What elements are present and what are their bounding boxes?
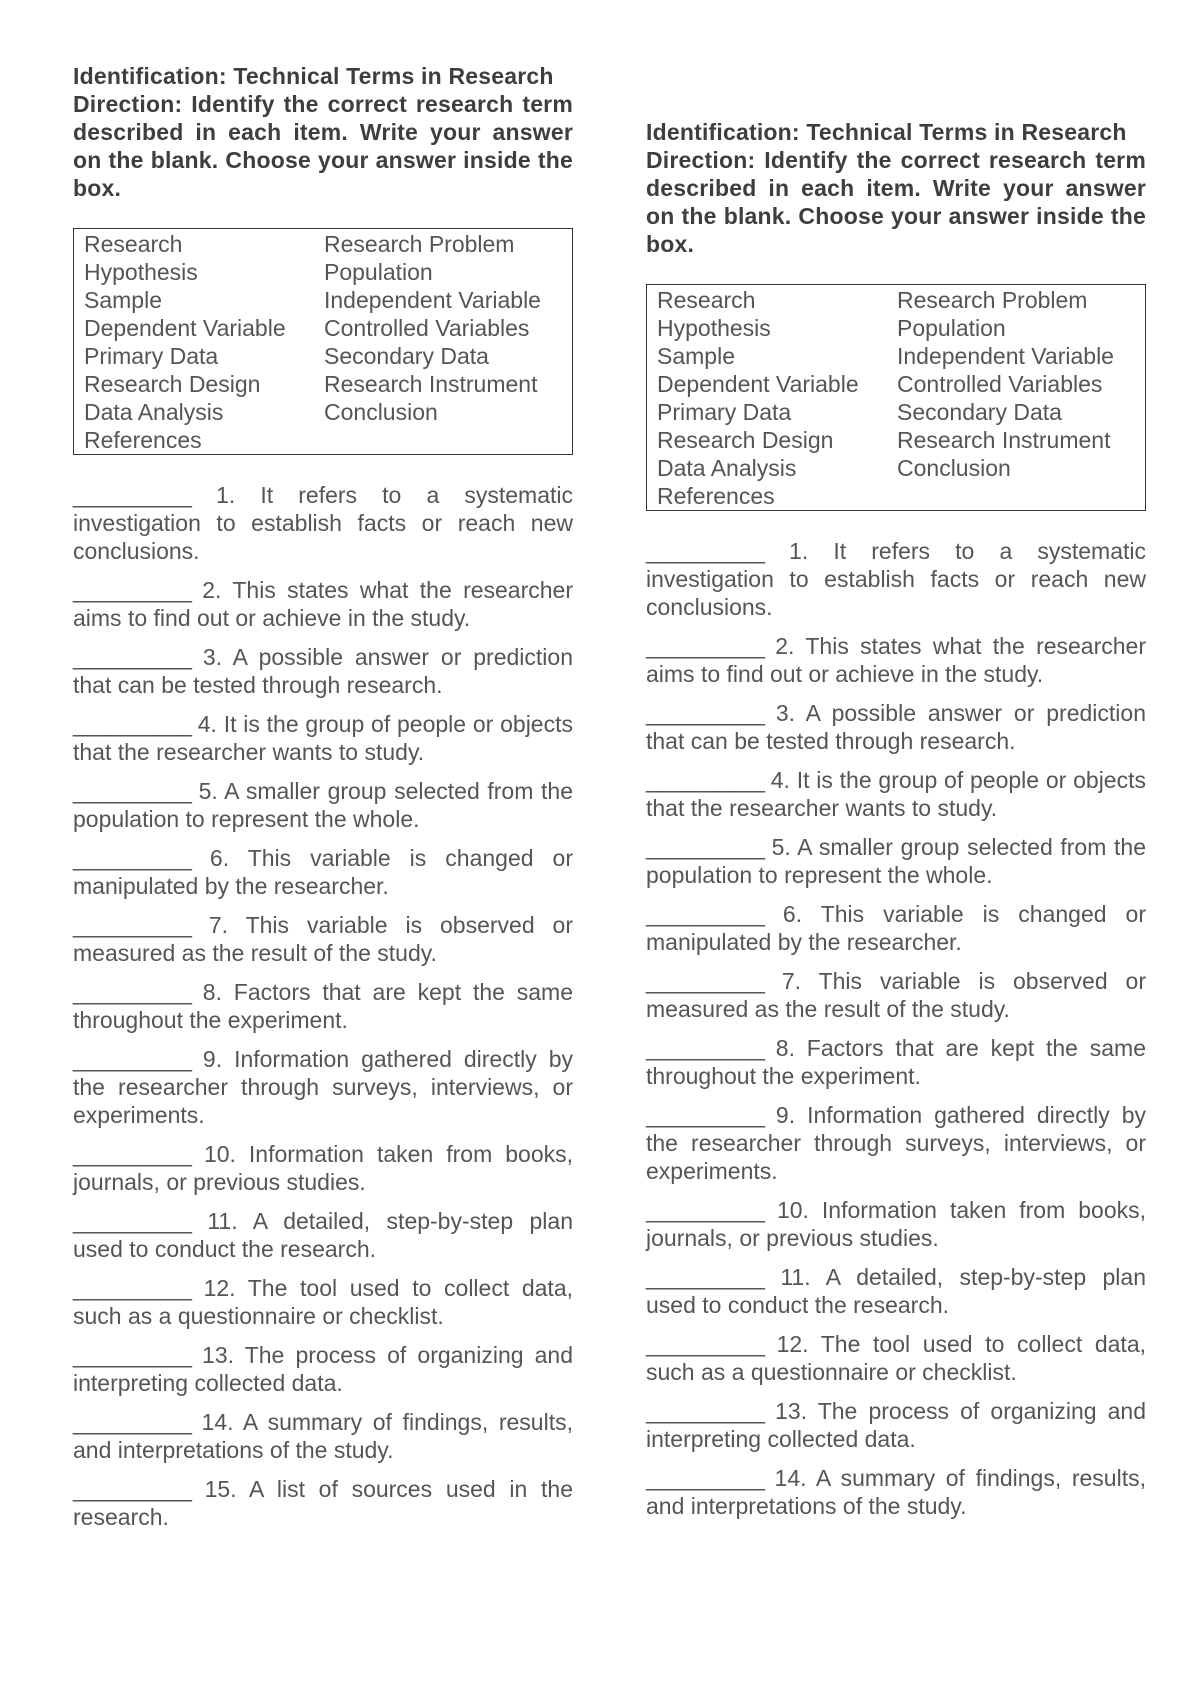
question-item [73, 1207, 573, 1263]
choice-term: Secondary Data [897, 399, 1062, 425]
question-text: 5. A smaller group selected from the population to represent the whole. [646, 834, 1147, 888]
answer-blank[interactable]: __________ [646, 901, 764, 927]
answer-blank[interactable]: __________ [73, 912, 191, 938]
question-item [646, 1464, 1146, 1520]
answer-blank[interactable]: __________ [646, 1197, 764, 1223]
answer-blank[interactable]: __________ [646, 1465, 764, 1491]
question-item [73, 777, 573, 833]
question-text: 14. A summary of findings, results, and interpretations of the study. [646, 1465, 1146, 1519]
choice-term: Research Instrument [897, 427, 1111, 453]
question-text: 1. It refers to a systematic investigation to establish facts or reach new conclusions. [646, 538, 1147, 620]
worksheet-title: Identification: Technical Terms in Research [646, 119, 1127, 145]
question-item [73, 1045, 573, 1129]
answer-blank[interactable]: __________ [73, 1275, 191, 1301]
question-text: 2. This states what the researcher aims to find out or achieve in the study. [646, 633, 1147, 687]
answer-blank[interactable]: __________ [646, 1331, 764, 1357]
item-list [73, 481, 573, 1531]
answer-blank[interactable]: __________ [73, 644, 191, 670]
answer-choices-box [646, 284, 1146, 511]
question-text: 11. A detailed, step-by-step plan used to conduct the research. [73, 1208, 573, 1262]
item-list [646, 537, 1146, 1520]
choice-term: Research [84, 231, 183, 257]
answer-blank[interactable]: __________ [646, 767, 764, 793]
worksheet-direction: Direction: Identify the correct research term described in each item. Write your answer on the blank. Choose your answer inside the box. [73, 91, 573, 201]
question-item [73, 844, 573, 900]
answer-blank[interactable]: __________ [73, 845, 191, 871]
question-item [646, 699, 1146, 755]
question-item [646, 1263, 1146, 1319]
question-text: 12. The tool used to collect data, such as a questionnaire or checklist. [73, 1275, 573, 1329]
question-text: 14. A summary of findings, results, and interpretations of the study. [73, 1409, 573, 1463]
choice-term: Independent Variable [324, 287, 541, 313]
question-item [73, 576, 573, 632]
choice-term: Sample [657, 343, 735, 369]
worksheet-direction: Direction: Identify the correct research term described in each item. Write your answer on the blank. Choose your answer inside the box. [646, 147, 1146, 257]
choice-term: Research [657, 287, 756, 313]
choice-term: Population [324, 259, 433, 285]
question-text: 3. A possible answer or prediction that can be tested through research. [73, 644, 573, 698]
question-item [646, 1330, 1146, 1386]
worksheet-title: Identification: Technical Terms in Research [73, 63, 554, 89]
question-text: 7. This variable is observed or measured as the result of the study. [646, 968, 1147, 1022]
choice-term: Primary Data [84, 343, 219, 369]
question-item [73, 1274, 573, 1330]
question-item [646, 537, 1146, 621]
question-text: 15. A list of sources used in the research. [73, 1476, 573, 1530]
question-item [73, 1140, 573, 1196]
answer-blank[interactable]: __________ [646, 1398, 764, 1424]
choice-term: Dependent Variable [657, 371, 859, 397]
question-item [646, 967, 1146, 1023]
question-item [73, 911, 573, 967]
answer-blank[interactable]: __________ [73, 1342, 191, 1368]
answer-blank[interactable]: __________ [73, 1476, 191, 1502]
answer-blank[interactable]: __________ [73, 577, 191, 603]
question-item [73, 978, 573, 1034]
choice-term: Sample [84, 287, 162, 313]
question-item [73, 1341, 573, 1397]
question-text: 10. Information taken from books, journals, or previous studies. [646, 1197, 1147, 1251]
question-text: 12. The tool used to collect data, such as a questionnaire or checklist. [646, 1331, 1146, 1385]
question-text: 11. A detailed, step-by-step plan used to conduct the research. [646, 1264, 1146, 1318]
question-text: 6. This variable is changed or manipulated by the researcher. [73, 845, 573, 899]
choice-term: Independent Variable [897, 343, 1114, 369]
answer-blank[interactable]: __________ [73, 778, 191, 804]
answer-blank[interactable]: __________ [646, 633, 764, 659]
question-text: 4. It is the group of people or objects that the researcher wants to study. [73, 711, 573, 765]
answer-blank[interactable]: __________ [646, 1264, 764, 1290]
choice-term: Research Problem [897, 287, 1088, 313]
choice-term: Research Design [84, 371, 261, 397]
question-item [73, 710, 573, 766]
question-text: 2. This states what the researcher aims to find out or achieve in the study. [73, 577, 574, 631]
question-text: 8. Factors that are kept the same throughout the experiment. [73, 979, 574, 1033]
choice-term: Controlled Variables [897, 371, 1103, 397]
worksheet-copy-right [646, 118, 1146, 1531]
choice-term [897, 482, 1135, 510]
choice-term: Conclusion [897, 455, 1011, 481]
choice-term: Dependent Variable [84, 315, 286, 341]
choice-term: Hypothesis [84, 259, 198, 285]
question-item [646, 1196, 1146, 1252]
choice-term: Data Analysis [657, 455, 797, 481]
answer-blank[interactable]: __________ [646, 1102, 764, 1128]
answer-blank[interactable]: __________ [646, 700, 764, 726]
choice-term: Population [897, 315, 1006, 341]
question-item [73, 481, 573, 565]
question-item [73, 1408, 573, 1464]
question-text: 1. It refers to a systematic investigation to establish facts or reach new conclusions. [73, 482, 574, 564]
question-item [646, 1034, 1146, 1090]
choice-term: Hypothesis [657, 315, 771, 341]
choice-term: Data Analysis [84, 399, 224, 425]
answer-blank[interactable]: __________ [73, 711, 191, 737]
answer-blank[interactable]: __________ [73, 1409, 191, 1435]
choice-term: Controlled Variables [324, 315, 530, 341]
question-text: 13. The process of organizing and interpreting collected data. [73, 1342, 574, 1396]
question-item [73, 1475, 573, 1531]
choice-term [324, 426, 562, 454]
question-item [646, 833, 1146, 889]
choice-term: Research Problem [324, 231, 515, 257]
question-text: 6. This variable is changed or manipulated by the researcher. [646, 901, 1146, 955]
choice-term: Conclusion [324, 399, 438, 425]
answer-blank[interactable]: __________ [646, 968, 764, 994]
answer-blank[interactable]: __________ [73, 482, 191, 508]
question-text: 10. Information taken from books, journals, or previous studies. [73, 1141, 574, 1195]
answer-blank[interactable]: __________ [646, 834, 764, 860]
question-text: 9. Information gathered directly by the researcher through surveys, interviews, or experiments. [646, 1102, 1146, 1184]
answer-blank[interactable]: __________ [646, 538, 764, 564]
question-item [646, 632, 1146, 688]
question-item [646, 1101, 1146, 1185]
question-item [646, 766, 1146, 822]
answer-blank[interactable]: __________ [73, 1141, 191, 1167]
worksheet-copy-left [73, 62, 573, 1542]
question-text: 9. Information gathered directly by the researcher through surveys, interviews, or experiments. [73, 1046, 573, 1128]
choice-term: Research Instrument [324, 371, 538, 397]
question-item [646, 900, 1146, 956]
answer-blank[interactable]: __________ [646, 1035, 764, 1061]
choice-term: Primary Data [657, 399, 792, 425]
question-item [73, 643, 573, 699]
answer-blank[interactable]: __________ [73, 1208, 191, 1234]
question-text: 13. The process of organizing and interpreting collected data. [646, 1398, 1147, 1452]
question-text: 4. It is the group of people or objects that the researcher wants to study. [646, 767, 1146, 821]
choice-term: References [84, 427, 202, 453]
question-text: 3. A possible answer or prediction that can be tested through research. [646, 700, 1146, 754]
question-text: 5. A smaller group selected from the population to represent the whole. [73, 778, 574, 832]
question-text: 8. Factors that are kept the same throughout the experiment. [646, 1035, 1147, 1089]
choice-term: Secondary Data [324, 343, 489, 369]
question-item [646, 1397, 1146, 1453]
answer-blank[interactable]: __________ [73, 1046, 191, 1072]
question-text: 7. This variable is observed or measured as the result of the study. [73, 912, 574, 966]
answer-choices-box [73, 228, 573, 455]
choice-term: References [657, 483, 775, 509]
choice-term: Research Design [657, 427, 834, 453]
answer-blank[interactable]: __________ [73, 979, 191, 1005]
